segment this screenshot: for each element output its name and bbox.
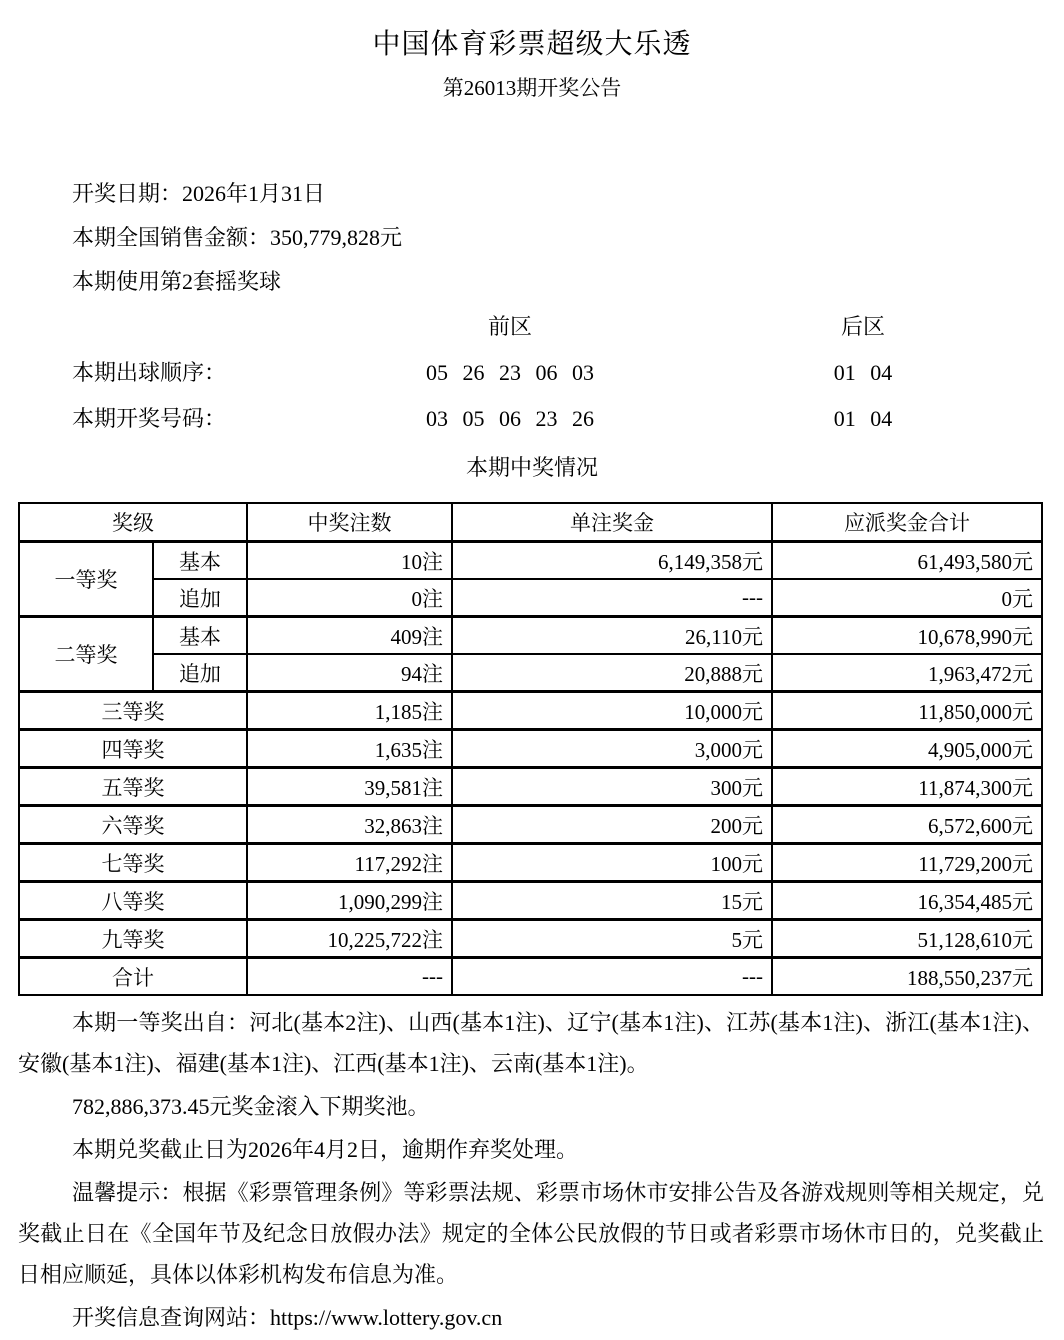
total-prize-cell: 0元 bbox=[772, 579, 1042, 617]
single-prize-cell: 10,000元 bbox=[452, 692, 772, 730]
total-prize-cell: 4,905,000元 bbox=[772, 730, 1042, 768]
total-prize-cell: 11,850,000元 bbox=[772, 692, 1042, 730]
col-header-count: 中奖注数 bbox=[247, 503, 452, 542]
first-prize-provinces: 本期一等奖出自：河北(基本2注)、山西(基本1注)、辽宁(基本1注)、江苏(基本1注)、浙江(基本1注)、安徽(基本1注)、福建(基本1注)、江西(基本1注)、云南(基本1注)。 bbox=[18, 1010, 1044, 1076]
prize-row-second-basic bbox=[19, 617, 1042, 655]
single-prize-cell: 100元 bbox=[452, 844, 772, 882]
back-zone-label: 后区 bbox=[840, 314, 885, 339]
front-zone-label: 前区 bbox=[487, 314, 532, 339]
prize-row-total bbox=[19, 958, 1042, 996]
prize-level-cell: 一等奖 bbox=[19, 542, 153, 617]
prize-subtype-cell: 追加 bbox=[153, 579, 247, 617]
count-cell: 1,635注 bbox=[247, 730, 452, 768]
count-cell: 39,581注 bbox=[247, 768, 452, 806]
single-prize-cell: --- bbox=[452, 579, 772, 617]
prize-level-cell: 六等奖 bbox=[19, 806, 247, 844]
prize-row-fourth bbox=[19, 730, 1042, 768]
prize-row-seventh bbox=[19, 844, 1042, 882]
single-prize-cell: 26,110元 bbox=[452, 617, 772, 655]
total-prize-cell: 16,354,485元 bbox=[772, 882, 1042, 920]
draw-date-line: 开奖日期：2026年1月31日 bbox=[72, 181, 326, 206]
count-cell: 409注 bbox=[247, 617, 452, 655]
prize-row-eighth bbox=[19, 882, 1042, 920]
count-cell: 10,225,722注 bbox=[247, 920, 452, 958]
prize-row-sixth bbox=[19, 806, 1042, 844]
prize-level-cell: 七等奖 bbox=[19, 844, 247, 882]
zone-header-spacer bbox=[72, 304, 340, 350]
prize-row-fifth bbox=[19, 768, 1042, 806]
prize-row-third bbox=[19, 692, 1042, 730]
single-prize-cell: 300元 bbox=[452, 768, 772, 806]
sales-amount-line: 本期全国销售金额：350,779,828元 bbox=[72, 225, 403, 250]
prize-row-ninth bbox=[19, 920, 1042, 958]
single-prize-cell: 20,888元 bbox=[452, 654, 772, 692]
single-prize-cell: 200元 bbox=[452, 806, 772, 844]
count-cell: 117,292注 bbox=[247, 844, 452, 882]
winning-numbers-row bbox=[0, 396, 1064, 442]
count-cell: 0注 bbox=[247, 579, 452, 617]
prize-level-cell: 三等奖 bbox=[19, 692, 247, 730]
count-cell: --- bbox=[247, 958, 452, 996]
prize-table bbox=[18, 502, 1043, 996]
prize-level-cell: 四等奖 bbox=[19, 730, 247, 768]
winning-back-numbers: 01 04 bbox=[833, 406, 893, 431]
prize-table-header-row bbox=[19, 503, 1042, 542]
prize-level-cell: 九等奖 bbox=[19, 920, 247, 958]
prize-subtype-cell: 基本 bbox=[153, 617, 247, 655]
prize-row-first-basic bbox=[19, 542, 1042, 580]
prize-level-cell: 五等奖 bbox=[19, 768, 247, 806]
col-header-total-prize: 应派奖金合计 bbox=[772, 503, 1042, 542]
query-website: 开奖信息查询网站：https://www.lottery.gov.cn bbox=[72, 1305, 503, 1330]
single-prize-cell: --- bbox=[452, 958, 772, 996]
zone-header-row bbox=[0, 304, 1064, 350]
count-cell: 1,090,299注 bbox=[247, 882, 452, 920]
ball-order-front-numbers: 05 26 23 06 03 bbox=[426, 360, 594, 385]
count-cell: 10注 bbox=[247, 542, 452, 580]
page-title: 中国体育彩票超级大乐透 bbox=[372, 29, 692, 60]
total-prize-cell: 11,874,300元 bbox=[772, 768, 1042, 806]
count-cell: 32,863注 bbox=[247, 806, 452, 844]
total-prize-cell: 10,678,990元 bbox=[772, 617, 1042, 655]
ball-order-label: 本期出球顺序： bbox=[72, 360, 227, 385]
prize-level-cell: 合计 bbox=[19, 958, 247, 996]
single-prize-cell: 15元 bbox=[452, 882, 772, 920]
ball-set-line: 本期使用第2套摇奖球 bbox=[72, 269, 282, 294]
total-prize-cell: 11,729,200元 bbox=[772, 844, 1042, 882]
draw-info-block bbox=[0, 172, 1064, 304]
ball-order-back-numbers: 01 04 bbox=[833, 360, 893, 385]
prize-subtype-cell: 基本 bbox=[153, 542, 247, 580]
winning-numbers-label: 本期开奖号码： bbox=[72, 406, 227, 431]
single-prize-cell: 6,149,358元 bbox=[452, 542, 772, 580]
winning-front-numbers: 03 05 06 23 26 bbox=[426, 406, 594, 431]
prize-row-second-addon bbox=[19, 654, 1042, 692]
notice-text: 温馨提示：根据《彩票管理条例》等彩票法规、彩票市场休市安排公告及各游戏规则等相关规定，兑奖截止日在《全国年节及纪念日放假办法》规定的全体公民放假的节日或者彩票市场休市日的，兑奖截止日相应顺延，具体以体彩机构发布信息为准。 bbox=[18, 1180, 1044, 1287]
total-prize-cell: 1,963,472元 bbox=[772, 654, 1042, 692]
count-cell: 94注 bbox=[247, 654, 452, 692]
single-prize-cell: 3,000元 bbox=[452, 730, 772, 768]
prize-subtype-cell: 追加 bbox=[153, 654, 247, 692]
single-prize-cell: 5元 bbox=[452, 920, 772, 958]
prize-row-first-addon bbox=[19, 579, 1042, 617]
page-subtitle: 第26013期开奖公告 bbox=[442, 76, 622, 100]
total-prize-cell: 51,128,610元 bbox=[772, 920, 1042, 958]
rollover-amount: 782,886,373.45元奖金滚入下期奖池。 bbox=[72, 1094, 430, 1119]
prize-level-cell: 二等奖 bbox=[19, 617, 153, 692]
count-cell: 1,185注 bbox=[247, 692, 452, 730]
total-prize-cell: 188,550,237元 bbox=[772, 958, 1042, 996]
col-header-single-prize: 单注奖金 bbox=[452, 503, 772, 542]
redeem-deadline: 本期兑奖截止日为2026年4月2日，逾期作弃奖处理。 bbox=[72, 1137, 579, 1162]
prize-level-cell: 八等奖 bbox=[19, 882, 247, 920]
prize-table-title: 本期中奖情况 bbox=[465, 455, 598, 480]
col-header-level: 奖级 bbox=[19, 503, 247, 542]
total-prize-cell: 61,493,580元 bbox=[772, 542, 1042, 580]
total-prize-cell: 6,572,600元 bbox=[772, 806, 1042, 844]
ball-order-row bbox=[0, 350, 1064, 396]
